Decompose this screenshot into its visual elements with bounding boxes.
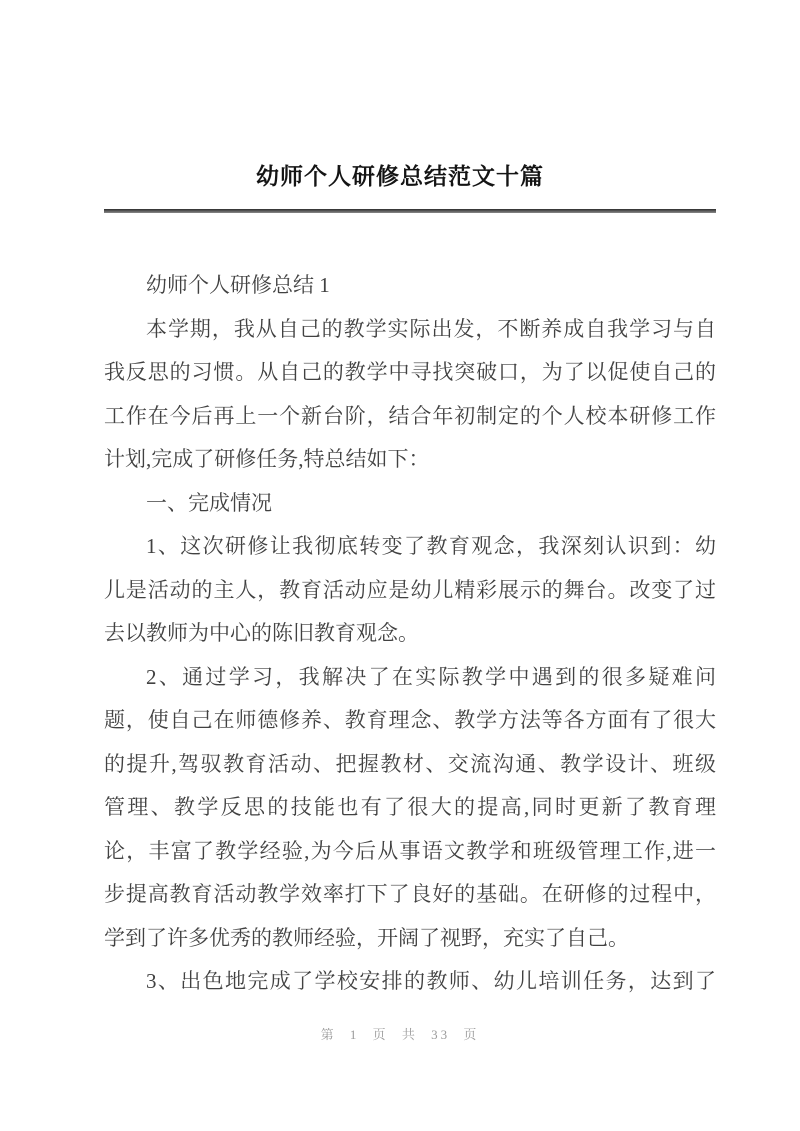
page-footer (0, 1026, 800, 1044)
document-title: 幼师个人研修总结范文十篇 (256, 164, 544, 189)
title-divider-rule (104, 209, 716, 213)
text-line: 的提升,驾驭教育活动、把握教材、交流沟通、教学设计、班级 (104, 751, 716, 776)
text-line: 1、这次研修让我彻底转变了教育观念，我深刻认识到：幼 (146, 534, 716, 558)
text-line: 论，丰富了教学经验,为今后从事语文教学和班级管理工作,进一 (104, 838, 716, 863)
page-number-text: 第 1 页 共 33 页 (320, 1027, 480, 1042)
text-line: 3、出色地完成了学校安排的教师、幼儿培训任务，达到了 (146, 969, 716, 993)
paragraph-section-heading (104, 482, 716, 526)
paragraph-item-1 (104, 525, 716, 656)
text-line: 儿是活动的主人，教育活动应是幼儿精彩展示的舞台。改变了过 (104, 577, 716, 602)
text-line: 学到了许多优秀的教师经验，开阔了视野，充实了自己。 (104, 925, 629, 950)
text-line: 本学期，我从自己的教学实际出发，不断养成自我学习与自 (146, 316, 716, 341)
text-line: 去以教师为中心的陈旧教育观念。 (104, 621, 419, 645)
text-line: 题，使自己在师德修养、教育理念、教学方法等各方面有了很大 (104, 708, 716, 732)
text-line: 2、通过学习，我解决了在实际教学中遇到的很多疑难问 (146, 664, 716, 689)
text-line: 计划,完成了研修任务,特总结如下： (104, 447, 430, 471)
text-line: 我反思的习惯。从自己的教学中寻找突破口，为了以促使自己的 (104, 360, 716, 384)
document-body (104, 264, 716, 1004)
paragraph-intro (104, 308, 716, 482)
text-line: 步提高教育活动教学效率打下了良好的基础。在研修的过程中， (104, 882, 716, 906)
paragraph-heading-1 (104, 264, 716, 308)
text-line: 一、完成情况 (146, 490, 272, 515)
text-line: 管理、教学反思的技能也有了很大的提高,同时更新了教育理 (104, 795, 716, 819)
text-line: 工作在今后再上一个新台阶，结合年初制定的个人校本研修工作 (104, 403, 716, 428)
paragraph-item-3 (104, 960, 716, 1004)
text-line: 幼师个人研修总结 1 (146, 273, 330, 297)
paragraph-item-2 (104, 656, 716, 961)
